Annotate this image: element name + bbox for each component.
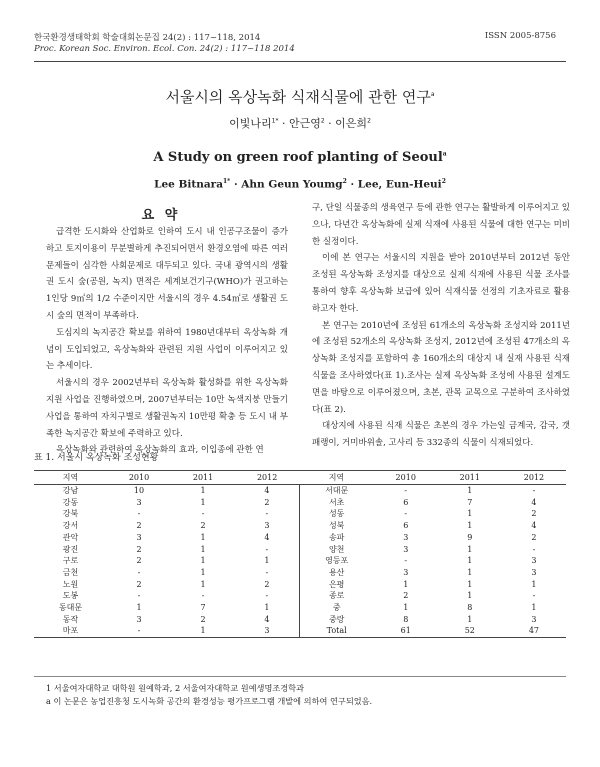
table-cell: 도봉 xyxy=(62,591,79,601)
table-cell: 강남 xyxy=(62,486,79,495)
table-cell: 8 xyxy=(403,614,409,624)
table-cell: - xyxy=(404,509,408,519)
paragraph: 서울시의 경우 2002년부터 옥상녹화 활성화를 위한 옥상녹화 지원 사업을 진행하였으며, 2007년부터는 10만 녹색지붕 만들기 사업을 통하여 자치구별로 생활권녹지 10만평 확충 등 도시 내 부족한 녹지공간 확보에 주력하고 있다. xyxy=(46,378,288,439)
table-cell: 1 xyxy=(467,579,473,589)
table-cell: 동작 xyxy=(62,614,79,624)
table-cell: 중 xyxy=(332,603,341,613)
table-row xyxy=(34,508,566,520)
paragraph: 본 연구는 2010년에 조성된 61개소의 옥상녹화 조성지와 2011년에 조성된 52개소의 옥상녹화 조성지, 2012년에 조성된 47개소의 옥상녹화 조성지를 포함하여 총 160개소의 대상지 내 실재 사용된 식재식물을 조사하였다(표 1).조사는 실제 옥상녹화 조성에 사용된 설계도면을 바탕으로 이루어졌으며, 초본, 관목 교목으로 구분하여 조사하였다(표 2). xyxy=(312,320,570,415)
table-cell: 강서 xyxy=(62,521,79,531)
table-cell: 6 xyxy=(403,521,409,531)
table-cell: 3 xyxy=(136,532,142,542)
table-row xyxy=(34,532,566,544)
table-cell: - xyxy=(532,544,536,554)
table-cell: 용산 xyxy=(328,567,345,577)
table-cell: 성동 xyxy=(328,509,345,519)
table-cell: 구로 xyxy=(62,556,79,566)
table-cell: 금천 xyxy=(62,567,79,577)
author-en-2: Ahn Geun Youmg xyxy=(241,178,343,191)
green-roof-table xyxy=(34,470,566,638)
header-rule xyxy=(34,61,566,62)
table-cell: - xyxy=(137,591,141,601)
table-cell: 양천 xyxy=(328,544,345,554)
table-row xyxy=(34,614,566,626)
table-cell: 3 xyxy=(531,556,537,566)
table-row xyxy=(34,590,566,602)
table-cell: 10 xyxy=(133,486,145,495)
table-cell: 1 xyxy=(235,555,299,567)
table-cell: 3 xyxy=(403,544,409,554)
table-cell: 2 xyxy=(531,509,537,519)
table-cell: 2 xyxy=(200,614,206,624)
table-cell: 1 xyxy=(467,556,473,566)
table-row xyxy=(34,544,566,556)
table-cell: 서초 xyxy=(328,497,345,507)
table-cell: - xyxy=(107,625,171,637)
table-cell: 1 xyxy=(403,579,409,589)
table-cell: - xyxy=(235,590,299,602)
paragraph: 이에 본 연구는 서울시의 지원을 받아 2010년부터 2012년 동안 조성된 옥상녹화 조성지를 대상으로 실제 식재에 사용된 식물 조사를 통하여 향후 옥상녹화 보급에 있어 식재식물 선정의 기초자료로 활용하고자 한다. xyxy=(312,253,570,314)
table-cell: 1 xyxy=(531,579,537,589)
table-cell: 노원 xyxy=(62,579,79,589)
table-row xyxy=(34,497,566,509)
header-cell: 지역 xyxy=(34,471,107,485)
table-cell: 2 xyxy=(403,591,409,601)
table-cell: 1 xyxy=(403,603,409,613)
table-cell: 6 xyxy=(403,497,409,507)
table-cell: 1 xyxy=(467,614,473,624)
table-cell: - xyxy=(404,556,408,566)
table-cell: 영등포 xyxy=(325,556,349,566)
table-cell: - xyxy=(235,567,299,579)
table-cell: 1 xyxy=(200,556,206,566)
table-cell: - xyxy=(201,591,205,601)
journal-header-korean: 한국환경생태학회 학술대회논문집 24(2) : 117~118, 2014 xyxy=(34,33,261,43)
table-cell: 1 xyxy=(200,579,206,589)
table-cell: 송파 xyxy=(328,532,345,542)
table-cell: 서대문 xyxy=(325,486,349,495)
table-row xyxy=(34,567,566,579)
author-en-1: Lee Bitnara xyxy=(154,178,223,191)
table-cell: 3 xyxy=(136,497,142,507)
table-cell: 4 xyxy=(235,485,299,497)
table-cell: 3 xyxy=(403,567,409,577)
table-cell: 3 xyxy=(403,532,409,542)
footnote-rule xyxy=(34,676,566,677)
table-cell: 1 xyxy=(467,486,473,495)
table-cell: - xyxy=(235,508,299,520)
table-cell: - xyxy=(201,509,205,519)
table-cell: 1 xyxy=(200,567,206,577)
authors-korean: 이빛나리$^{1*}$ · 안근영$^2$ · 이은희$^2$ xyxy=(229,117,371,130)
header-cell: 2010 xyxy=(374,471,438,485)
table-cell: 9 xyxy=(467,532,473,542)
header-cell: 지역 xyxy=(299,471,374,485)
table-cell: 강동 xyxy=(62,497,79,507)
table-cell: 1 xyxy=(467,567,473,577)
header-cell: 2010 xyxy=(107,471,171,485)
table-cell: 2 xyxy=(136,579,142,589)
table-cell: 1 xyxy=(200,544,206,554)
table-cell: 1 xyxy=(531,603,537,613)
abstract-heading: 요 약 xyxy=(141,208,181,223)
author-ko-2: 안근영 xyxy=(288,117,321,130)
table-cell: 동대문 xyxy=(58,603,83,613)
title-korean: 서울시의 옥상녹화 식재식물에 관한 연구$^a$ xyxy=(165,88,435,106)
abstract-left-column xyxy=(46,224,288,459)
author-ko-3: 이은희 xyxy=(335,117,368,130)
table-cell: - xyxy=(137,567,141,577)
table-cell: 2 xyxy=(235,579,299,591)
footnote-funding: a 이 논문은 농업진흥청 도시녹화 공간의 환경성능 평가프로그램 개발에 의하여 연구되었음. xyxy=(46,696,373,706)
table-cell: 1 xyxy=(467,509,473,519)
table-cell: 1 xyxy=(467,591,473,601)
table-row xyxy=(34,485,566,497)
table-cell: 2 xyxy=(235,497,299,509)
table-cell: Total xyxy=(299,625,374,637)
table-caption: 표 1. 서울시 옥상녹화 조성현황 xyxy=(34,453,159,463)
table-cell: 관악 xyxy=(62,532,79,542)
table-cell: 8 xyxy=(467,603,473,613)
table-cell: 52 xyxy=(438,625,502,637)
table-row xyxy=(34,555,566,567)
table-cell: 7 xyxy=(467,497,473,507)
table-cell: - xyxy=(532,486,536,495)
table-cell: 7 xyxy=(200,603,206,613)
header-cell: 2012 xyxy=(235,471,299,485)
table-cell: 종로 xyxy=(328,591,345,601)
table-cell: 3 xyxy=(136,614,142,624)
table-cell: 2 xyxy=(200,521,206,531)
author-en-3: Lee, Eun-Heui xyxy=(357,178,442,191)
header-cell: 2011 xyxy=(438,471,502,485)
table-cell: - xyxy=(235,544,299,556)
issn-label: ISSN 2005-8756 xyxy=(484,31,556,41)
table-cell: 은평 xyxy=(328,579,345,589)
journal-header-english: Proc. Korean Soc. Environ. Ecol. Con. 24(2) : 117~118 2014 xyxy=(34,44,295,54)
table-row xyxy=(34,602,566,614)
author-ko-1: 이빛나리 xyxy=(229,117,272,130)
table-cell: 1 xyxy=(200,497,206,507)
table-cell: - xyxy=(532,591,536,601)
table-cell: 3 xyxy=(235,520,299,532)
table-cell: - xyxy=(404,486,408,495)
authors-english: Lee Bitnara$^{1*}$ · Ahn Geun Youmg$^2$ · Lee, Eun-Heui$^2$ xyxy=(154,178,446,191)
table-cell: 4 xyxy=(235,614,299,626)
paragraph: 도심지의 녹지공간 확보를 위하여 1980년대부터 옥상녹화 개념이 도입되었고, 옥상녹화와 관련된 지원 사업이 이루어지고 있는 추세이다. xyxy=(46,327,288,372)
table-cell: 4 xyxy=(235,532,299,544)
table-cell: 중랑 xyxy=(328,614,345,624)
abstract-right-column xyxy=(312,200,570,452)
table-cell: 1 xyxy=(235,602,299,614)
table-cell: 2 xyxy=(136,544,142,554)
table-cell: 3 xyxy=(531,567,537,577)
table-cell: 광진 xyxy=(62,544,79,554)
table-cell: 강북 xyxy=(62,509,79,519)
table-cell: 1 xyxy=(136,603,142,613)
table-cell: 1 xyxy=(171,625,235,637)
paragraph: 대상지에 사용된 식재 식물은 초본의 경우 가는일 금계국, 감국, 갯패랭이, 거미바위솔, 고사리 등 332종의 식물이 식재되었다. xyxy=(312,421,570,449)
footnote-affiliation: 1 서울여자대학교 대학원 원예학과, 2 서울여자대학교 원예생명조경학과 xyxy=(46,683,305,693)
table-cell: 4 xyxy=(531,521,537,531)
table-cell: 3 xyxy=(531,614,537,624)
table-cell: 2 xyxy=(136,521,142,531)
header-cell: 2012 xyxy=(502,471,566,485)
header-cell: 2011 xyxy=(171,471,235,485)
table-cell: 1 xyxy=(200,486,206,495)
table-cell: - xyxy=(137,509,141,519)
paragraph: 급격한 도시화와 산업화로 인하여 도시 내 인공구조물이 증가하고 토지이용이 무분별하게 추진되어면서 환경오염에 따른 여러 문제들이 심각한 사회문제로 대두되고 있다. 국내 광역시의 생활권 도시 숲(공원, 녹지) 면적은 세계보건기구(WHO)가 권고하는 1인당 9㎡의 1/2 수준이지만 서울시의 경우 4.54㎡로 생활권 도시 숲의 면적이 부족하다. xyxy=(46,227,288,321)
title-english: A Study on green roof planting of Seoul$^a$ xyxy=(153,150,447,165)
table-cell: 3 xyxy=(235,625,299,637)
table-cell: 1 xyxy=(200,532,206,542)
table-cell: 2 xyxy=(136,556,142,566)
paragraph: 구, 단일 식물종의 생육연구 등에 관한 연구는 활발하게 이루어지고 있으나, 다년간 옥상녹화에 실제 식재에 사용된 식물에 대한 연구는 미비한 실정이다. xyxy=(312,203,570,247)
table-row xyxy=(34,579,566,591)
table-cell: 47 xyxy=(502,625,566,637)
table-header-row xyxy=(34,471,566,485)
table-cell: 4 xyxy=(531,497,537,507)
paragraph: 옥상녹화와 관련하여 옥상녹화의 효과, 이입종에 관한 연 xyxy=(56,445,264,456)
table-cell: 61 xyxy=(374,625,438,637)
table-row xyxy=(34,520,566,532)
table-cell: 2 xyxy=(531,532,537,542)
table-cell: 1 xyxy=(467,544,473,554)
table-cell: 마포 xyxy=(34,625,107,637)
table-cell: 성북 xyxy=(328,521,345,531)
table-cell: 1 xyxy=(467,521,473,531)
table-row xyxy=(34,625,566,637)
